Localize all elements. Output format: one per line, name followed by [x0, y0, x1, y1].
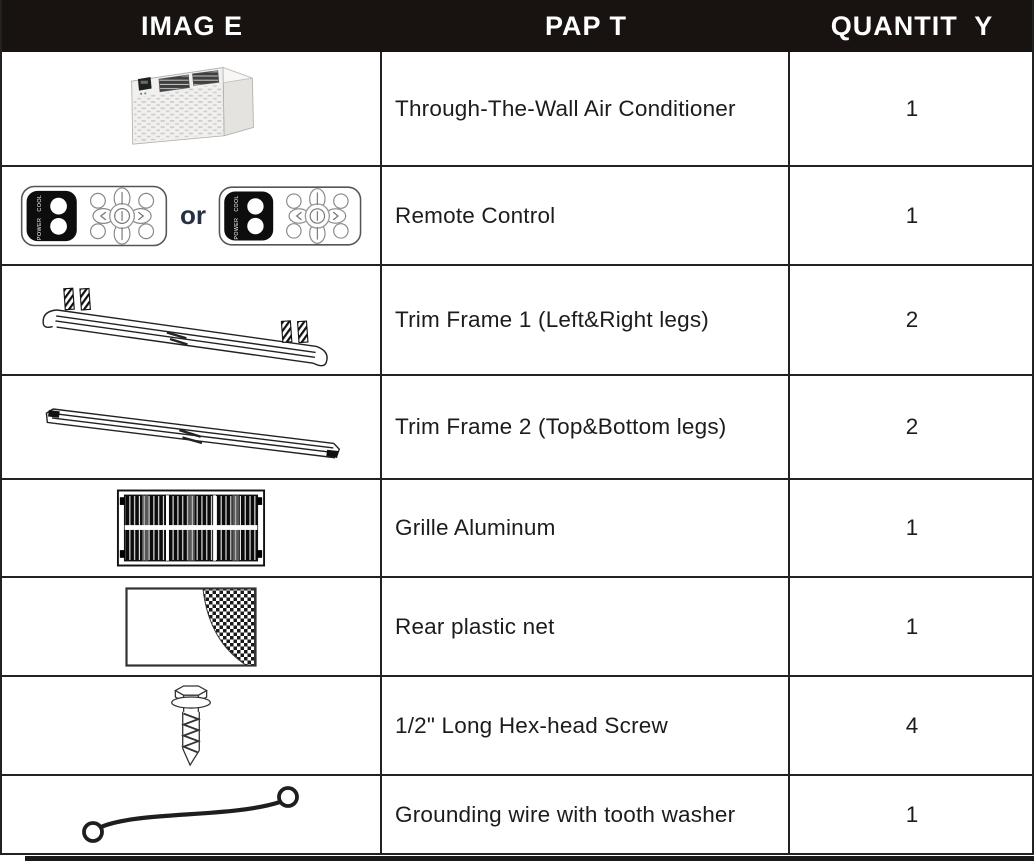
part-name: Trim Frame 1 (Left&Right legs): [382, 266, 790, 376]
part-quantity: 2: [790, 376, 1034, 480]
part-name: 1/2" Long Hex-head Screw: [382, 677, 790, 776]
table-row: [2, 167, 1032, 266]
header-part: PAP T: [544, 10, 628, 41]
grille-aluminum-icon: [116, 488, 266, 568]
part-name: Remote Control: [382, 167, 790, 266]
remote-power-label: POWER: [234, 217, 241, 240]
grounding-wire-image: [2, 776, 382, 855]
remote-control-image: [2, 167, 382, 266]
part-quantity: 1: [790, 776, 1034, 855]
remote-power-label: POWER: [36, 217, 43, 240]
part-name: Trim Frame 2 (Top&Bottom legs): [382, 376, 790, 480]
trim-frame-1-image: [2, 266, 382, 376]
trim-frame-1-icon: [31, 270, 351, 370]
table-row: [2, 776, 1032, 855]
hex-screw-icon: [168, 681, 214, 771]
hex-screw-image: [2, 677, 382, 776]
air-conditioner-icon: [109, 56, 274, 161]
next-section-edge: [25, 856, 1034, 861]
remote-control-icon: [20, 185, 168, 247]
part-quantity: 1: [790, 578, 1034, 677]
table-row: [2, 266, 1032, 376]
table-header: [2, 0, 1032, 52]
table-row: [2, 578, 1032, 677]
grounding-wire-icon: [76, 784, 306, 846]
table-row: [2, 376, 1032, 480]
rear-plastic-net-icon: [125, 587, 257, 667]
table-row: [2, 480, 1032, 578]
part-name: Grille Aluminum: [382, 480, 790, 578]
part-quantity: 4: [790, 677, 1034, 776]
part-name: Grounding wire with tooth washer: [382, 776, 790, 855]
header-image: IMAG E: [140, 10, 243, 41]
grille-aluminum-image: [2, 480, 382, 578]
part-name: Through-The-Wall Air Conditioner: [382, 52, 790, 167]
header-quantity: QUANTIT Y: [830, 10, 994, 41]
part-quantity: 1: [790, 52, 1034, 167]
trim-frame-2-icon: [31, 385, 351, 470]
table-row: [2, 677, 1032, 776]
remote-cool-label: COOL: [36, 194, 43, 212]
remote-cool-label: COOL: [234, 194, 241, 212]
or-separator: or: [180, 200, 206, 230]
part-quantity: 2: [790, 266, 1034, 376]
part-name: Rear plastic net: [382, 578, 790, 677]
air-conditioner-image: [2, 52, 382, 167]
part-quantity: 1: [790, 480, 1034, 578]
table-row: [2, 52, 1032, 167]
rear-plastic-net-image: [2, 578, 382, 677]
part-quantity: 1: [790, 167, 1034, 266]
remote-control-icon: [218, 185, 362, 247]
trim-frame-2-image: [2, 376, 382, 480]
